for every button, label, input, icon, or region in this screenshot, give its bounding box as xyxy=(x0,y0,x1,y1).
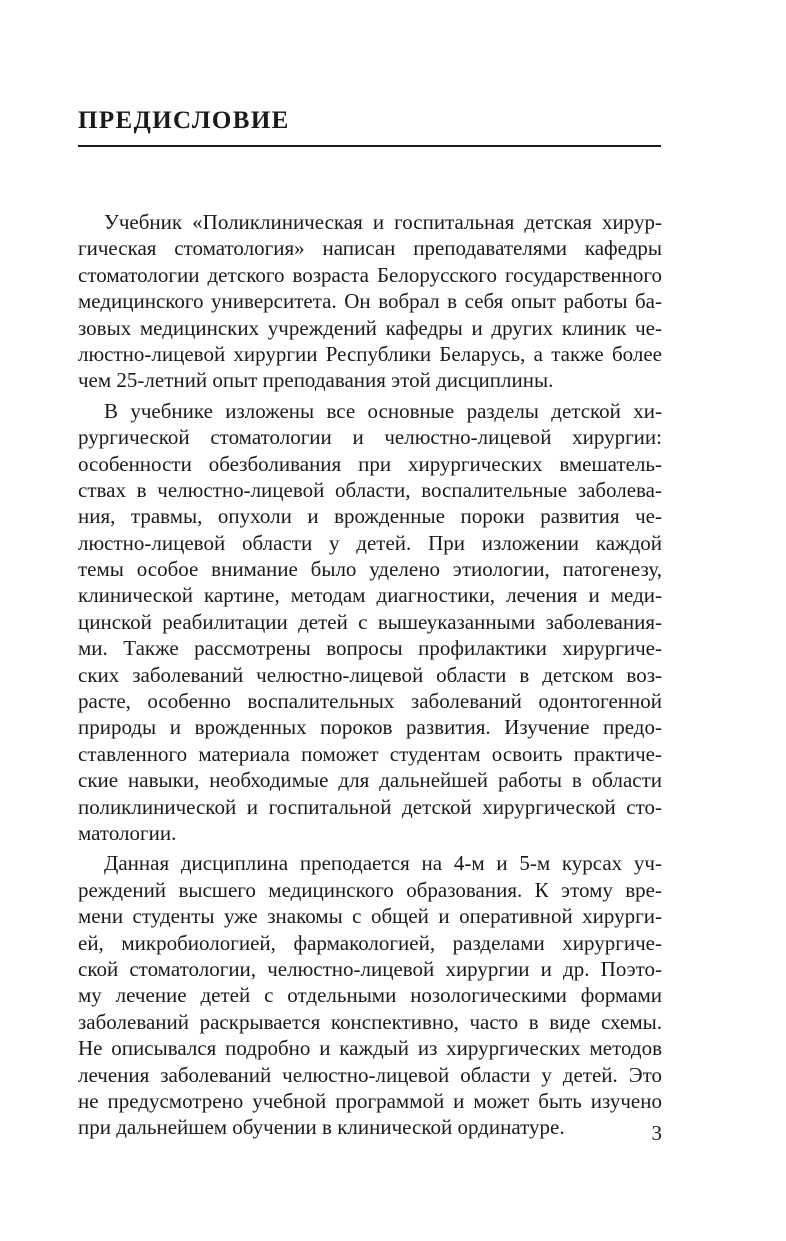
text-line: гическая стоматология» написан преподавателями кафедры xyxy=(78,236,662,261)
text-line: ских заболеваний челюстно-лицевой области в детском воз- xyxy=(78,662,662,687)
text-line: особенности обезболивания при хирургических вмешатель- xyxy=(78,451,662,476)
text-line: люстно-лицевой хирургии Республики Беларусь, а также более xyxy=(78,341,662,366)
text-line: темы особое внимание было уделено этиологии, патогенезу, xyxy=(78,557,662,582)
text-line: ния, травмы, опухоли и врожденные пороки развития че- xyxy=(78,504,662,529)
text-line: рургической стоматологии и челюстно-лицевой хирургии: xyxy=(78,425,662,450)
text-line: ствах в челюстно-лицевой области, воспалительные заболева- xyxy=(78,477,662,502)
text-line: мени студенты уже знакомы с общей и оперативной хирурги- xyxy=(78,904,662,929)
paragraph-1 xyxy=(78,209,662,394)
text-line: реждений высшего медицинского образования. К этому вре- xyxy=(78,877,662,902)
text-line: заболеваний раскрывается конспективно, часто в виде схемы. xyxy=(78,1009,662,1034)
text-line: лечения заболеваний челюстно-лицевой области у детей. Это xyxy=(78,1062,662,1087)
text-line: клинической картине, методам диагностики, лечения и меди- xyxy=(78,583,662,608)
text-line: ские навыки, необходимые для дальнейшей работы в области xyxy=(78,768,662,793)
preface-body xyxy=(78,209,662,1141)
page-number: 3 xyxy=(651,1121,662,1145)
text-line: му лечение детей с отдельными нозологическими формами xyxy=(78,983,662,1008)
paragraph-3 xyxy=(78,850,662,1140)
text-line: медицинского университета. Он вобрал в себя опыт работы ба- xyxy=(78,289,662,314)
text-line: люстно-лицевой области у детей. При изложении каждой xyxy=(78,530,662,555)
paragraph-2 xyxy=(78,398,662,847)
text-line: не предусмотрено учебной программой и может быть изучено xyxy=(78,1088,662,1113)
text-line: ей, микробиологией, фармакологией, разделами хирургиче- xyxy=(78,930,662,955)
text-line: стоматологии детского возраста Белорусского государственного xyxy=(78,262,662,287)
heading-underline xyxy=(78,145,661,147)
text-line: чем 25-летний опыт преподавания этой дисциплины. xyxy=(78,368,554,393)
text-line: цинской реабилитации детей с вышеуказанными заболевания- xyxy=(78,609,662,634)
text-line: матологии. xyxy=(78,820,177,845)
text-line: Не описывался подробно и каждый из хирургических методов xyxy=(78,1036,662,1061)
text-line: поликлинической и госпитальной детской хирургической сто- xyxy=(78,794,662,819)
text-line: Данная дисциплина преподается на 4-м и 5-м курсах уч- xyxy=(104,851,662,876)
text-line: природы и врожденных пороков развития. Изучение предо- xyxy=(78,715,662,740)
chapter-heading: ПРЕДИСЛОВИЕ xyxy=(78,107,290,134)
text-line: В учебнике изложены все основные разделы детской хи- xyxy=(104,398,662,423)
text-line: Учебник «Поликлиническая и госпитальная детская хирур- xyxy=(104,210,662,234)
text-line: ставленного материала поможет студентам освоить практиче- xyxy=(78,741,662,766)
text-line: ми. Также рассмотрены вопросы профилактики хирургиче- xyxy=(78,636,662,661)
text-line: ской стоматологии, челюстно-лицевой хирургии и др. Поэто- xyxy=(78,956,662,981)
text-line: при дальнейшем обучении в клинической ординатуре. xyxy=(78,1115,565,1140)
text-line: зовых медицинских учреждений кафедры и других клиник че- xyxy=(78,315,662,340)
text-line: расте, особенно воспалительных заболеваний одонтогенной xyxy=(78,689,662,714)
